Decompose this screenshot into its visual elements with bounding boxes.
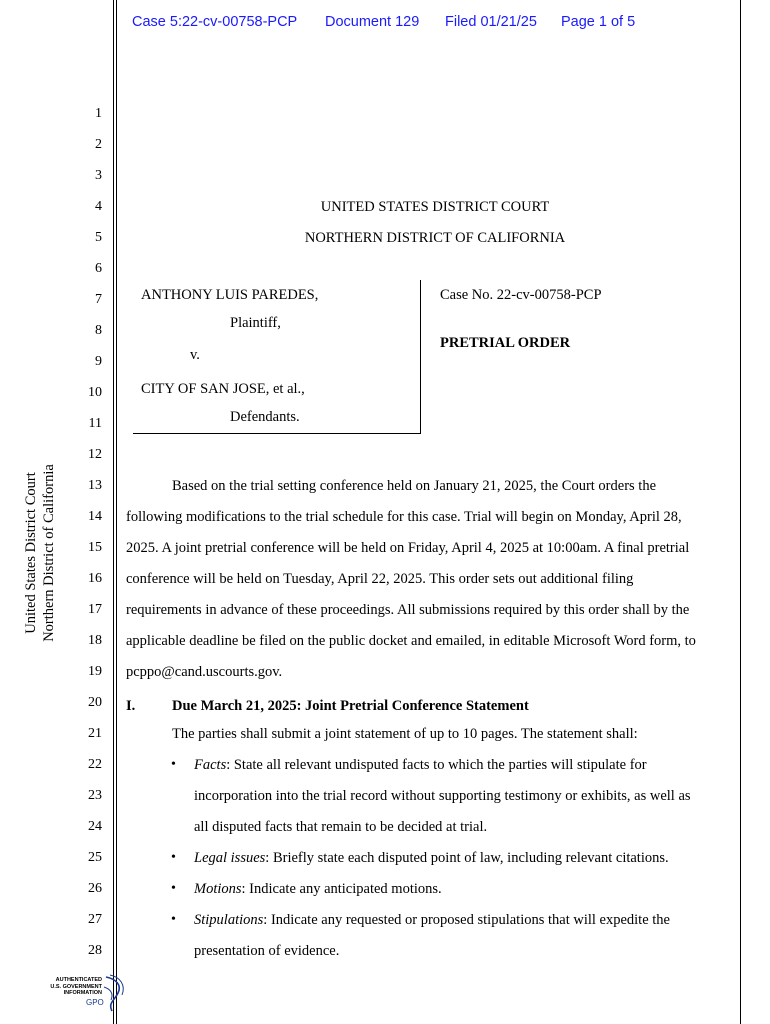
line-number: 9 [95,354,102,369]
list-item-continuation: incorporation into the trial record without supporting testimony or exhibits, as well as [194,788,691,804]
bullet-icon: • [171,757,176,772]
item-term: Motions [194,881,242,897]
gpo-authentication-logo: AUTHENTICATED U.S. GOVERNMENT INFORMATION GPO [40,973,130,1013]
plaintiff-role: Plaintiff, [230,315,281,331]
header-filed-date: Filed 01/21/25 [445,14,537,30]
bullet-icon: • [171,912,176,927]
line-number: 11 [88,416,102,431]
line-number: 2 [95,137,102,152]
sideband-court: United States District Court [23,471,39,634]
line-number: 1 [95,106,102,121]
line-number: 16 [88,571,102,586]
line-number: 19 [88,664,102,679]
paragraph-line: 2025. A joint pretrial conference will be held on Friday, April 4, 2025 at 10:00am. A final pretrial [126,540,690,556]
left-margin-rule-inner [116,0,117,1024]
line-number: 17 [88,602,102,617]
paragraph-line: conference will be held on Tuesday, April 22, 2025. This order sets out additional filing [126,571,634,587]
line-number: 6 [95,261,102,276]
list-item: Facts: State all relevant undisputed facts to which the parties will stipulate for [194,757,647,773]
line-number: 18 [88,633,102,648]
item-term: Legal issues [194,850,266,866]
bullet-icon: • [171,850,176,865]
item-term: Facts [194,757,227,773]
line-number: 28 [88,943,102,958]
court-sideband [10,455,70,650]
line-number: 3 [95,168,102,183]
case-number: Case No. 22-cv-00758-PCP [440,287,602,303]
header-case-number: Case 5:22-cv-00758-PCP [132,14,298,30]
line-number: 21 [88,726,102,741]
header-page-count: Page 1 of 5 [561,14,636,30]
court-district: NORTHERN DISTRICT OF CALIFORNIA [304,230,566,246]
line-number: 15 [88,540,102,555]
paragraph-line: requirements in advance of these proceedings. All submissions required by this order shall by the [126,602,690,618]
caption-rule-vertical [420,280,421,434]
line-number: 8 [95,323,102,338]
paragraph-line: following modifications to the trial schedule for this case. Trial will begin on Monday, April 28, [126,509,682,525]
line-number: 10 [88,385,102,400]
section-intro: The parties shall submit a joint statement of up to 10 pages. The statement shall: [172,726,638,742]
paragraph-line: pcppo@cand.uscourts.gov. [126,664,283,680]
court-name: UNITED STATES DISTRICT COURT [320,199,550,215]
defendant-role: Defendants. [230,409,300,425]
item-term: Stipulations [194,912,264,928]
line-number: 5 [95,230,102,245]
defendant-name: CITY OF SAN JOSE, et al., [141,381,305,397]
line-number: 25 [88,850,102,865]
list-item: Stipulations: Indicate any requested or proposed stipulations that will expedite the [194,912,670,928]
right-margin-rule [740,0,741,1024]
list-item: Legal issues: Briefly state each disputed point of law, including relevant citations. [194,850,669,866]
line-number: 22 [88,757,102,772]
document-title: PRETRIAL ORDER [440,335,571,351]
line-number: 14 [88,509,102,524]
section-numeral: I. [126,698,136,714]
versus: v. [190,347,200,363]
line-number: 23 [88,788,102,803]
paragraph-line: Based on the trial setting conference held on January 21, 2025, the Court orders the [172,478,657,494]
line-number: 20 [88,695,102,710]
line-number: 13 [88,478,102,493]
list-item-continuation: presentation of evidence. [194,943,340,959]
list-item-continuation: all disputed facts that remain to be decided at trial. [194,819,488,835]
caption-rule-horizontal [133,433,421,434]
header-document-number: Document 129 [325,14,420,30]
gpo-label: GPO [86,998,104,1007]
line-number: 4 [95,199,102,214]
line-number: 27 [88,912,102,927]
line-number: 12 [88,447,102,462]
section-title: Due March 21, 2025: Joint Pretrial Conference Statement [172,698,529,714]
bullet-icon: • [171,881,176,896]
paragraph-line: applicable deadline be filed on the public docket and emailed, in editable Microsoft Word form, to [126,633,696,649]
line-number: 24 [88,819,102,834]
eagle-icon [102,973,128,1013]
line-number: 26 [88,881,102,896]
list-item: Motions: Indicate any anticipated motions. [194,881,442,897]
line-number: 7 [95,292,102,307]
plaintiff-name: ANTHONY LUIS PAREDES, [141,287,319,303]
sideband-district: Northern District of California [41,463,57,642]
left-margin-rule [113,0,114,1024]
